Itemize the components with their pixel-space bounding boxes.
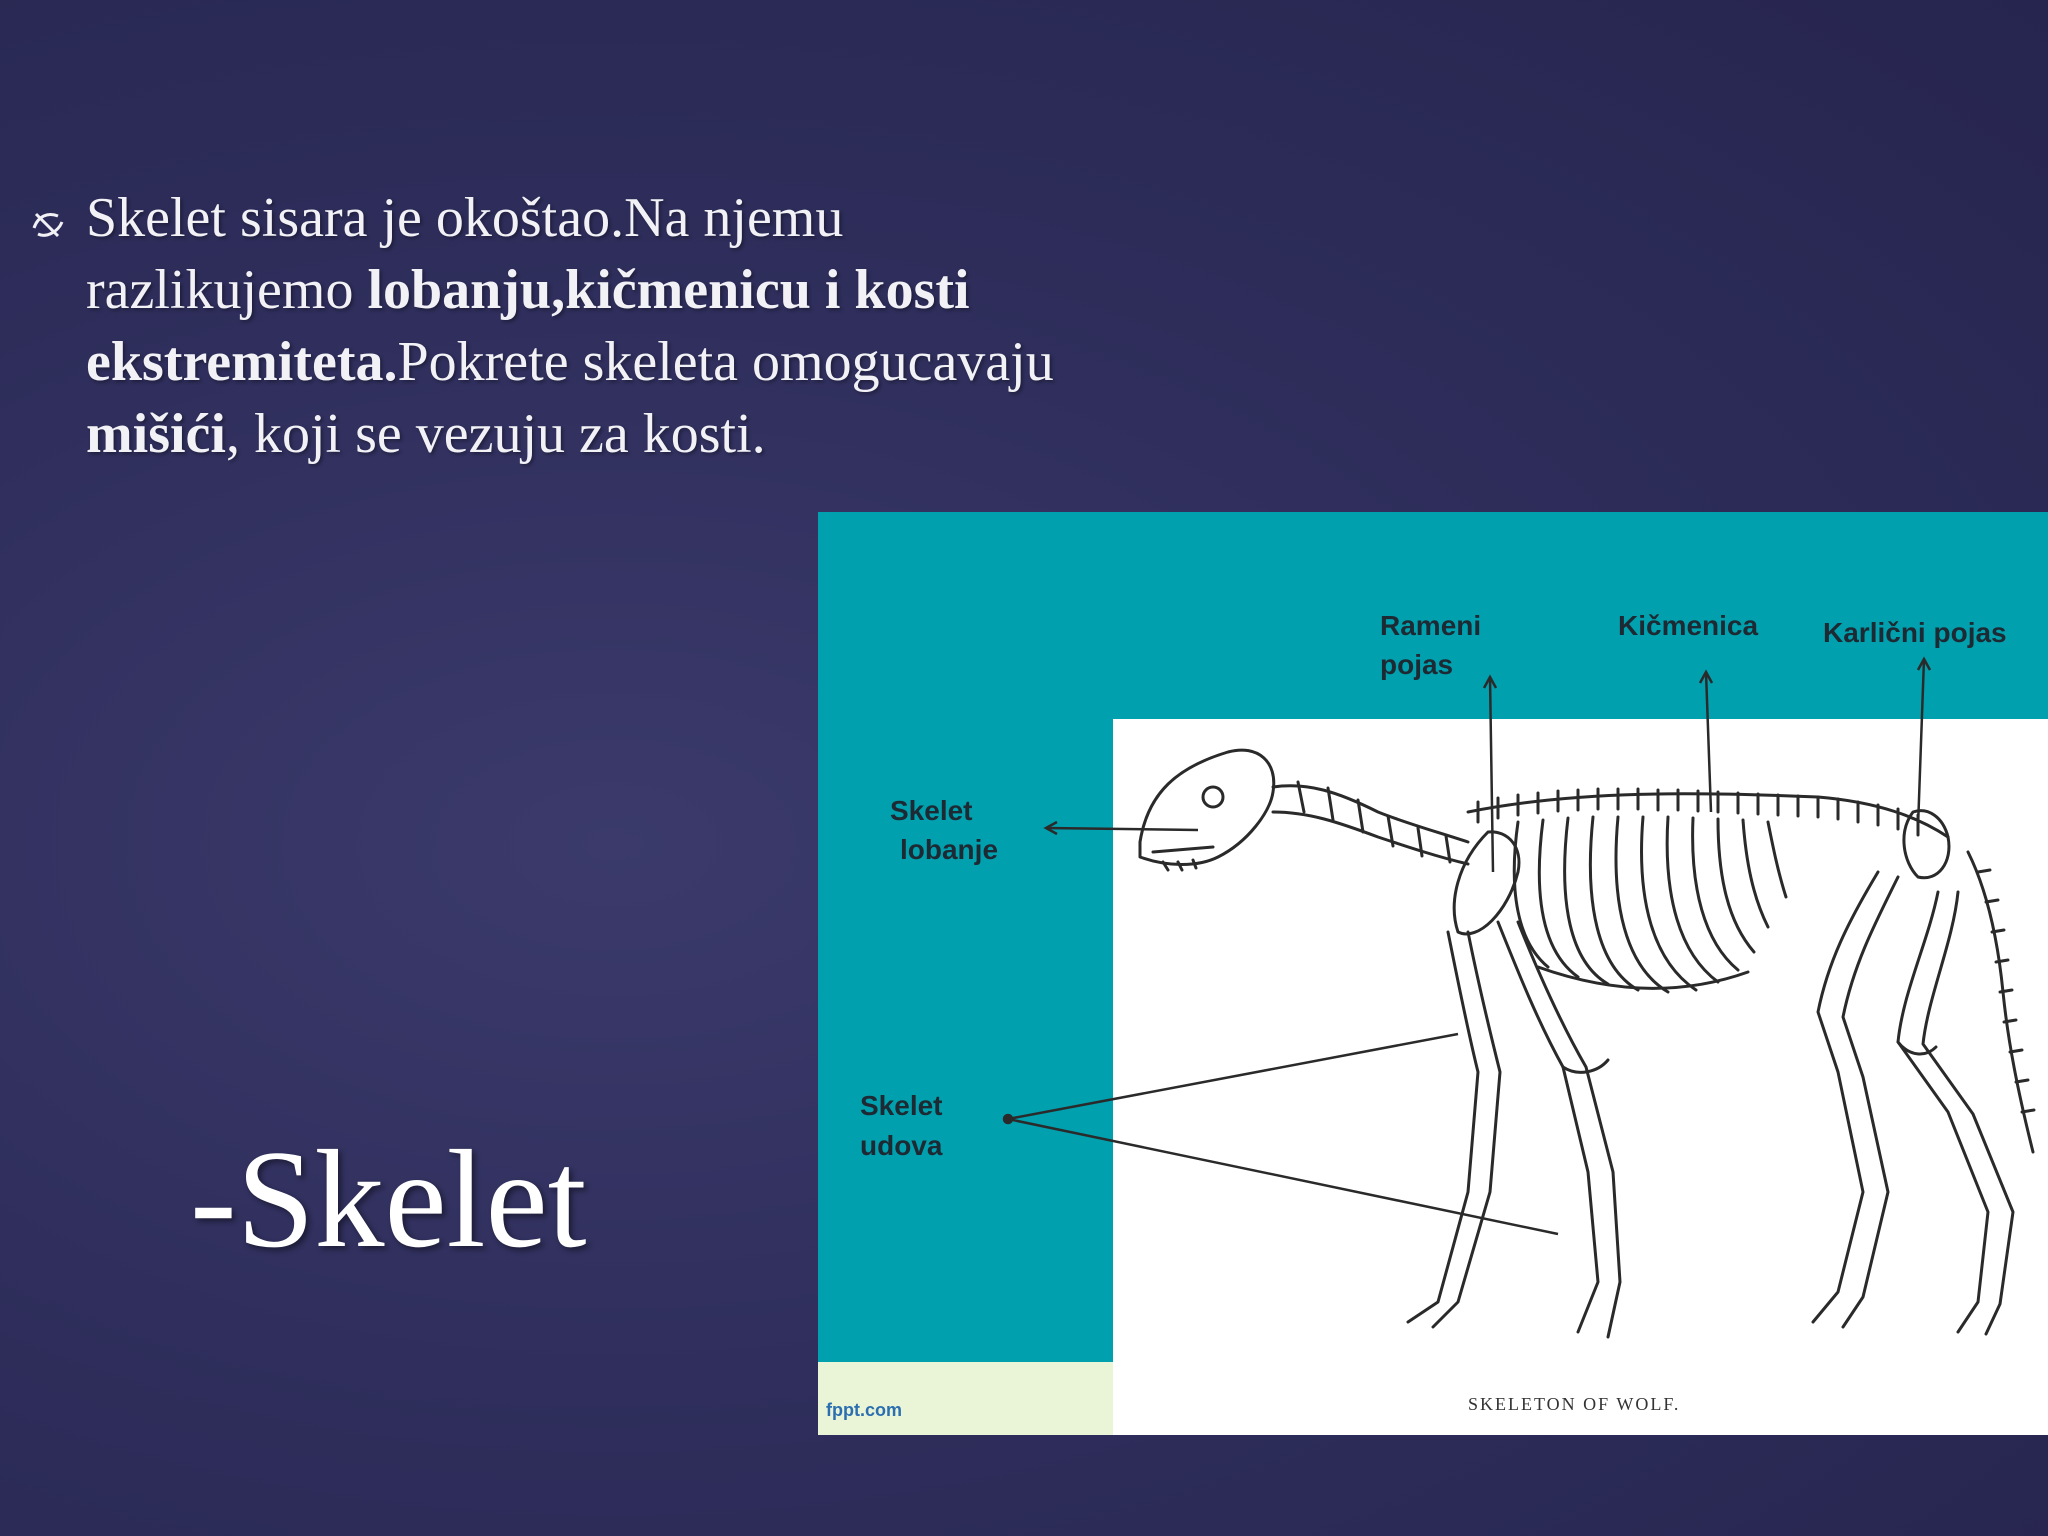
bullet-text-segment: Skelet sisara je okoštao.Na njemu razlikujemo	[86, 187, 844, 321]
label-skelet-udova-line1: Skelet	[860, 1090, 943, 1121]
bullet-text-segment: Pokrete skeleta omogucavaju	[397, 331, 1054, 393]
label-kicmenica: Kičmenica	[1618, 610, 1759, 641]
label-skelet-udova-line2: udova	[860, 1130, 943, 1161]
bullet-text-segment: mišići	[86, 403, 226, 465]
label-rameni-pojas-line2: pojas	[1380, 649, 1454, 680]
label-skelet-lobanje-line2: lobanje	[900, 834, 999, 865]
watermark-strip	[818, 1362, 1113, 1435]
bullet-glyph-icon	[28, 202, 68, 242]
bullet-text-segment: , koji se vezuju za kosti.	[225, 403, 766, 465]
wolf-skeleton-figure	[818, 512, 2048, 1435]
bullet-text-segment: lobanju,kičmenicu i kosti ekstremiteta.	[86, 259, 970, 393]
watermark-text: fppt.com	[826, 1400, 902, 1420]
figure-caption: SKELETON OF WOLF.	[1468, 1394, 1681, 1414]
label-rameni-pojas-line1: Rameni	[1380, 610, 1482, 641]
slide-title: -Skelet	[190, 1122, 587, 1277]
label-skelet-lobanje-line1: Skelet	[890, 795, 973, 826]
bullet-text	[86, 182, 1116, 470]
label-karlicni-pojas: Karlični pojas	[1823, 617, 2007, 648]
